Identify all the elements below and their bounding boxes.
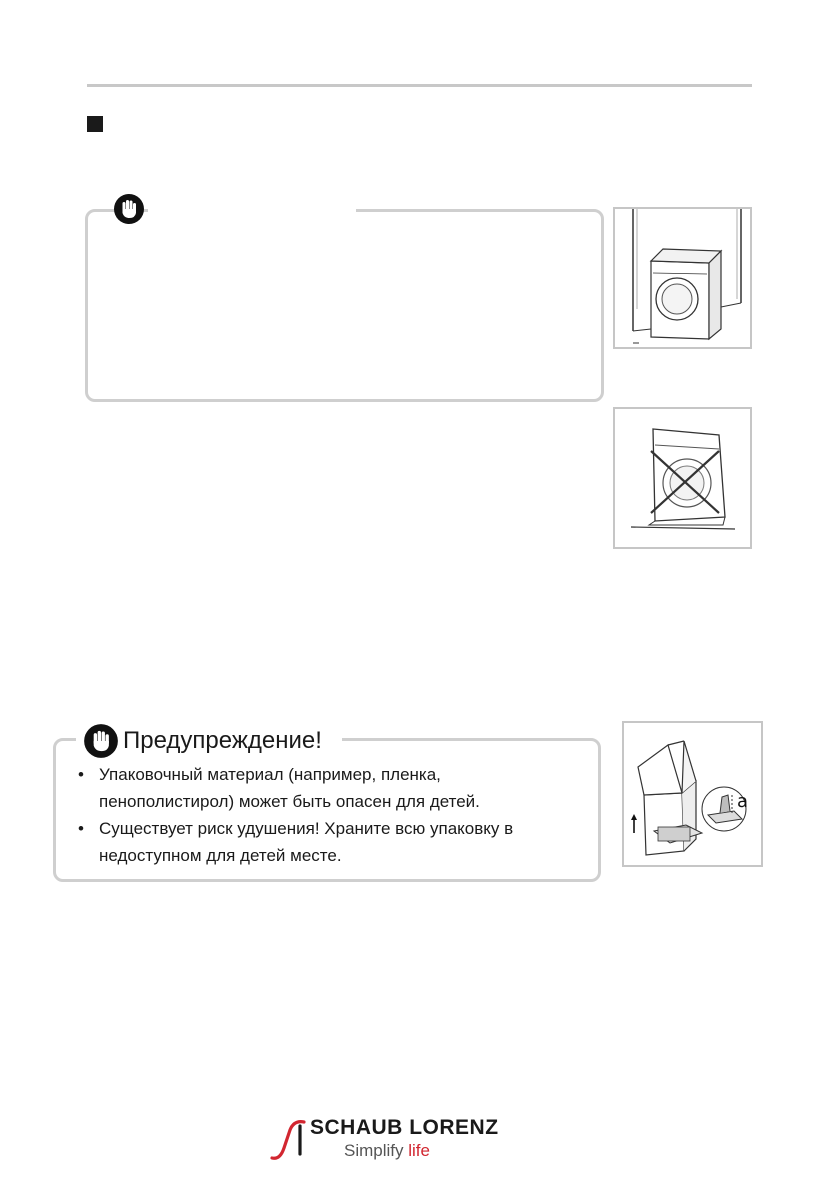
bullet-icon: • xyxy=(78,819,84,838)
unpacking-figure xyxy=(622,721,763,867)
bullet-icon: • xyxy=(78,765,84,784)
brand-name-second: LORENZ xyxy=(409,1116,499,1139)
warning-list-item xyxy=(77,761,577,815)
tagline-main: Simplify xyxy=(344,1141,404,1160)
hand-stop-icon xyxy=(113,193,145,225)
tilted-washer-prohibited-figure xyxy=(613,407,752,549)
warning-title: Предупреждение! xyxy=(123,727,322,754)
brand-name-first: SCHAUB xyxy=(310,1116,403,1139)
header-rule xyxy=(87,84,752,87)
brand-tagline xyxy=(344,1141,430,1161)
brand-wordmark xyxy=(310,1116,499,1140)
warning-list xyxy=(77,761,577,869)
warning-text-line: недоступном для детей месте. xyxy=(99,846,342,865)
notice-box-upper-title-gap xyxy=(148,204,356,216)
packaging-label: a xyxy=(737,791,749,812)
notice-box-upper xyxy=(85,209,604,402)
section-square-icon xyxy=(87,116,103,132)
warning-text-line: Упаковочный материал (например, пленка, xyxy=(99,765,441,784)
hand-stop-icon xyxy=(83,723,119,759)
tagline-accent: life xyxy=(408,1141,430,1160)
warning-text-line: Существует риск удушения! Храните всю упаковку в xyxy=(99,819,514,838)
warning-text-line: пенополистирол) может быть опасен для детей. xyxy=(99,792,480,811)
warning-list-item xyxy=(77,815,577,869)
washer-in-niche-figure xyxy=(613,207,752,349)
